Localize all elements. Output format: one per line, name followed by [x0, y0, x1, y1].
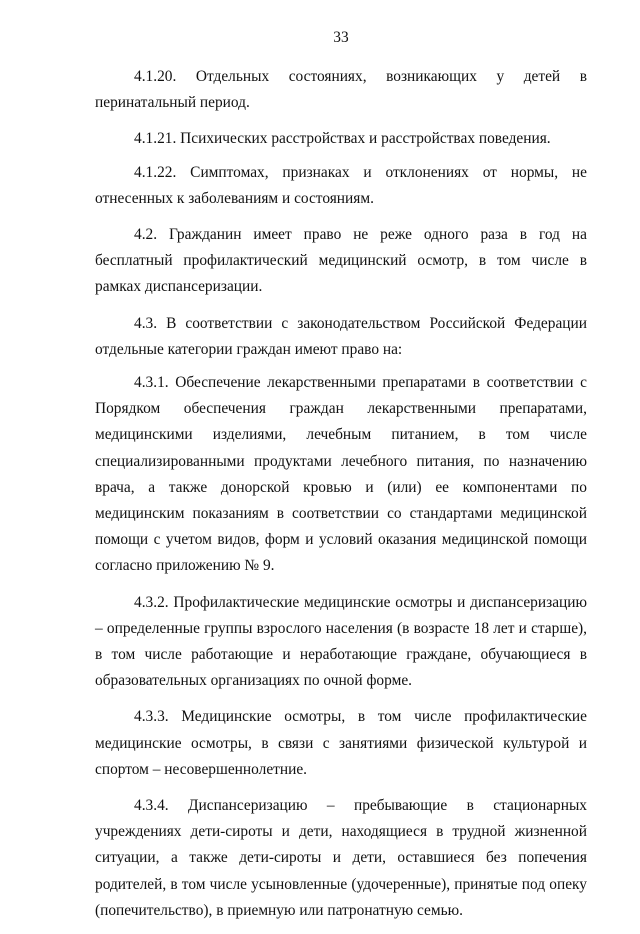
paragraph-4-2: 4.2. Гражданин имеет право не реже одного раза в год на бесплатный профилактический медицинский осмотр, в том числе в рамках диспансеризации.	[95, 226, 587, 296]
paragraph-4-1-20: 4.1.20. Отдельных состояниях, возникающих у детей в перинатальный период.	[95, 68, 587, 112]
paragraph-4-1-21: 4.1.21. Психических расстройствах и расстройствах поведения.	[134, 130, 551, 148]
paragraph-4-1-22: 4.1.22. Симптомах, признаках и отклонениях от нормы, не отнесенных к заболеваниям и состояниям.	[95, 163, 587, 207]
paragraph-4-3-2: 4.3.2. Профилактические медицинские осмотры и диспансеризацию – определенные группы взрослого населения (в возрасте 18 лет и старше), в том числе работающие и неработающие граждане, обучающиеся в образовательных организациях по очной форме.	[95, 593, 587, 690]
paragraph-4-3: 4.3. В соответствии с законодательством Российской Федерации отдельные категории граждан имеют право на:	[95, 314, 587, 358]
paragraph-4-3-4: 4.3.4. Диспансеризацию – пребывающие в стационарных учреждениях дети-сироты и дети, находящиеся в трудной жизненной ситуации, а также дети-сироты и дети, оставшиеся без попечения родителей, в том числе усыновленные (удочеренные), принятые под опеку (попечительство), в приемную или патронатную семью.	[95, 797, 587, 919]
paragraph-4-3-1: 4.3.1. Обеспечение лекарственными препаратами в соответствии с Порядком обеспечения граждан лекарственными препаратами, медицинскими изделиями, лечебным питанием, в том числе специализированными продуктами лечебного питания, по назначению врача, а также донорской кровью и (или) ее компонентами по медицинским показаниям в соответствии со стандартами медицинской помощи с учетом видов, форм и условий оказания медицинской помощи согласно приложению № 9.	[95, 374, 587, 575]
document-body	[95, 64, 587, 934]
paragraph-4-3-3: 4.3.3. Медицинские осмотры, в том числе профилактические медицинские осмотры, в связи с занятиями физической культурой и спортом – несовершеннолетние.	[95, 708, 587, 778]
page-number: 33	[333, 29, 349, 46]
